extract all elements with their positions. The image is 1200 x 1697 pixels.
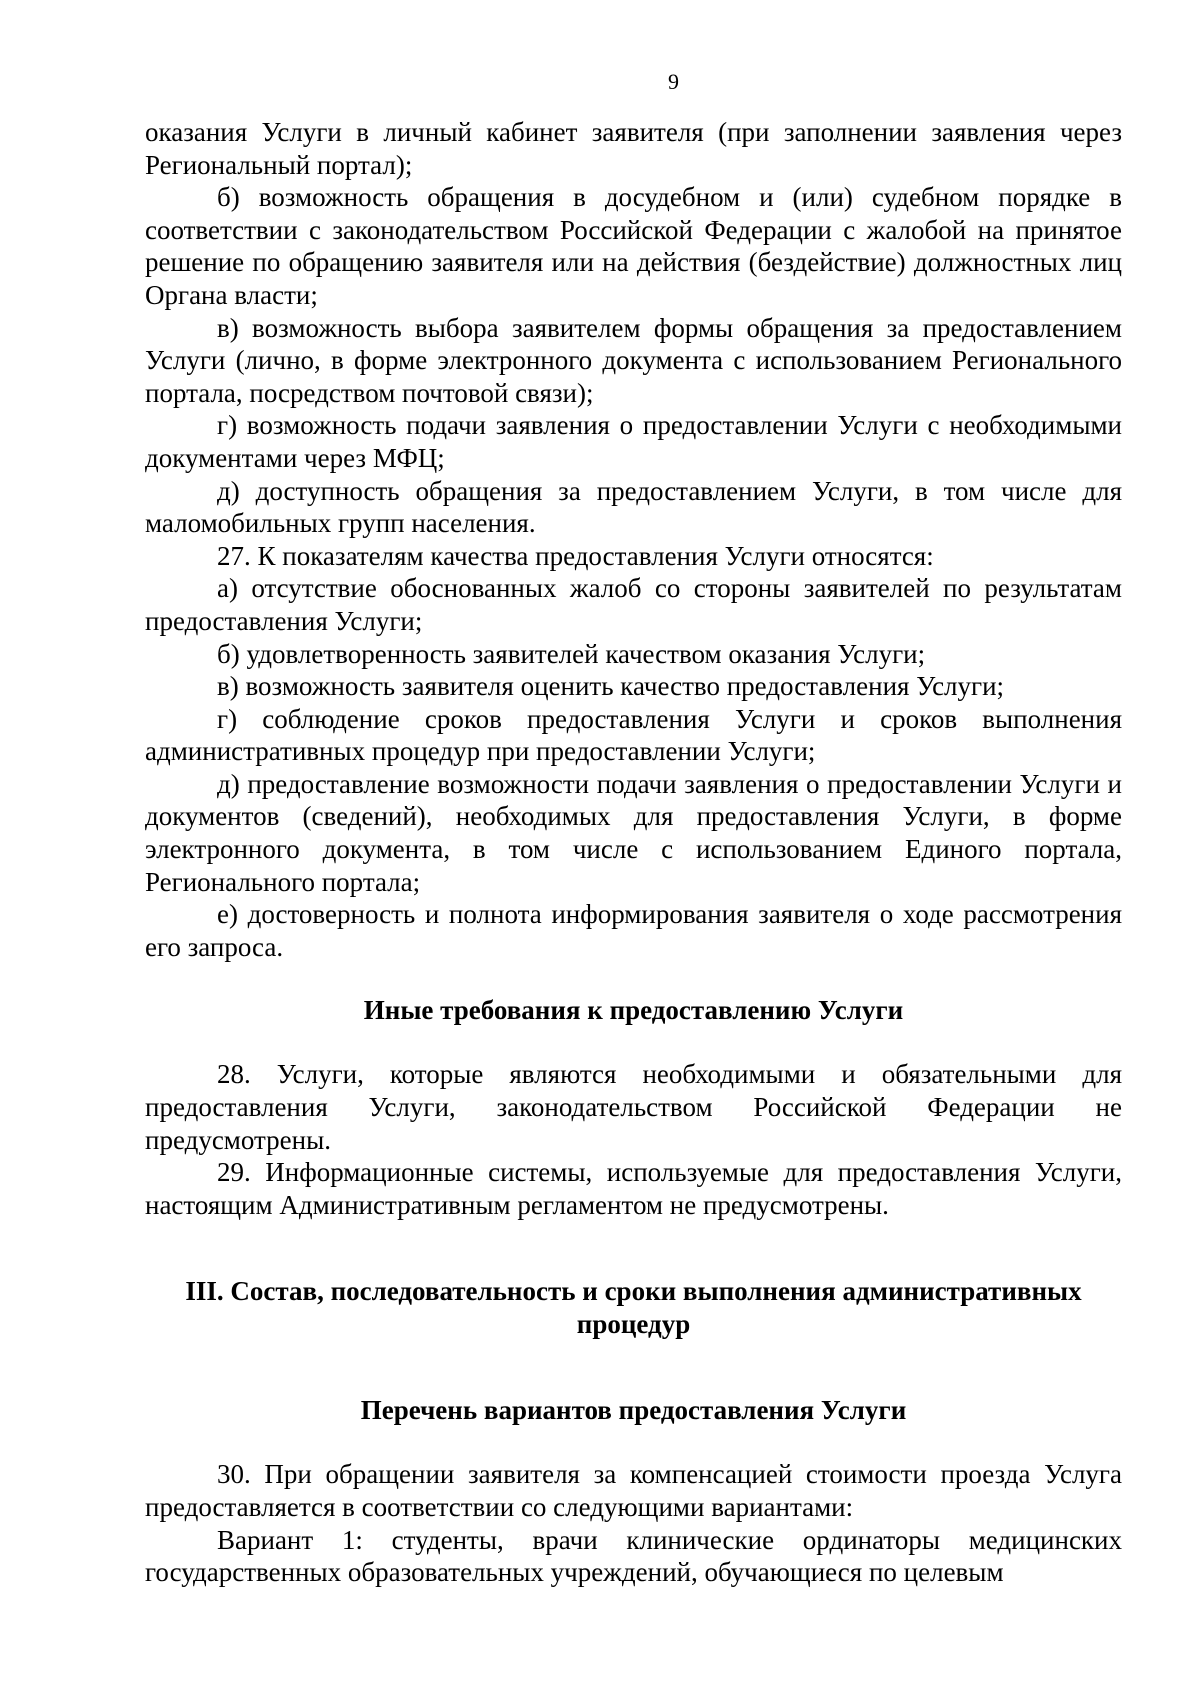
paragraph-item-b: б) возможность обращения в досудебном и (или) судебном порядке в соответствии с законодательством Российской Федерации с жалобой на принятое решение по обращению заявителя или на действия (бездействие) должностных лиц Органа власти;	[145, 182, 1122, 310]
heading-other-requirements: Иные требования к предоставлению Услуги	[363, 995, 904, 1026]
section-heading-3: III. Состав, последовательность и сроки выполнения административных процедур	[185, 1276, 1082, 1340]
paragraph-29: 29. Информационные системы, используемые для предоставления Услуги, настоящим Административным регламентом не предусмотрены.	[145, 1157, 1122, 1220]
paragraph-27-item-e: е) достоверность и полнота информирования заявителя о ходе рассмотрения его запроса.	[145, 899, 1122, 962]
paragraph-variant-1: Вариант 1: студенты, врачи клинические ординаторы медицинских государственных образовательных учреждений, обучающиеся по целевым	[145, 1524, 1122, 1588]
paragraph-27-item-d: д) предоставление возможности подачи заявления о предоставлении Услуги и документов (сведений), необходимых для предоставления Услуги, в форме электронного документа, в том числе с использованием Единого портала, Регионального портала;	[145, 768, 1122, 897]
paragraph-27: 27. К показателям качества предоставления Услуги относятся:	[217, 540, 934, 571]
paragraph-item-v: в) возможность выбора заявителем формы обращения за предоставлением Услуги (лично, в форме электронного документа с использованием Регионального портала, посредством почтовой связи);	[145, 312, 1122, 408]
paragraph-item-g: г) возможность подачи заявления о предоставлении Услуги с необходимыми документами через МФЦ;	[145, 410, 1122, 473]
heading-variants-list: Перечень вариантов предоставления Услуги	[360, 1395, 907, 1426]
page-number: 9	[668, 69, 679, 94]
paragraph-27-item-v: в) возможность заявителя оценить качество предоставления Услуги;	[217, 671, 1005, 702]
paragraph-28: 28. Услуги, которые являются необходимыми и обязательными для предоставления Услуги, законодательством Российской Федерации не предусмотрены.	[145, 1059, 1122, 1155]
paragraph-continuation: оказания Услуги в личный кабинет заявителя (при заполнении заявления через Региональный портал);	[145, 117, 1122, 180]
paragraph-27-item-g: г) соблюдение сроков предоставления Услуги и сроков выполнения административных процедур при предоставлении Услуги;	[145, 703, 1122, 767]
paragraph-30: 30. При обращении заявителя за компенсацией стоимости проезда Услуга предоставляется в соответствии со следующими вариантами:	[145, 1459, 1122, 1522]
paragraph-item-d: д) доступность обращения за предоставлением Услуги, в том числе для маломобильных групп населения.	[145, 475, 1122, 539]
paragraph-27-item-b: б) удовлетворенность заявителей качеством оказания Услуги;	[217, 638, 926, 669]
paragraph-27-item-a: а) отсутствие обоснованных жалоб со стороны заявителей по результатам предоставления Услуги;	[145, 573, 1122, 636]
